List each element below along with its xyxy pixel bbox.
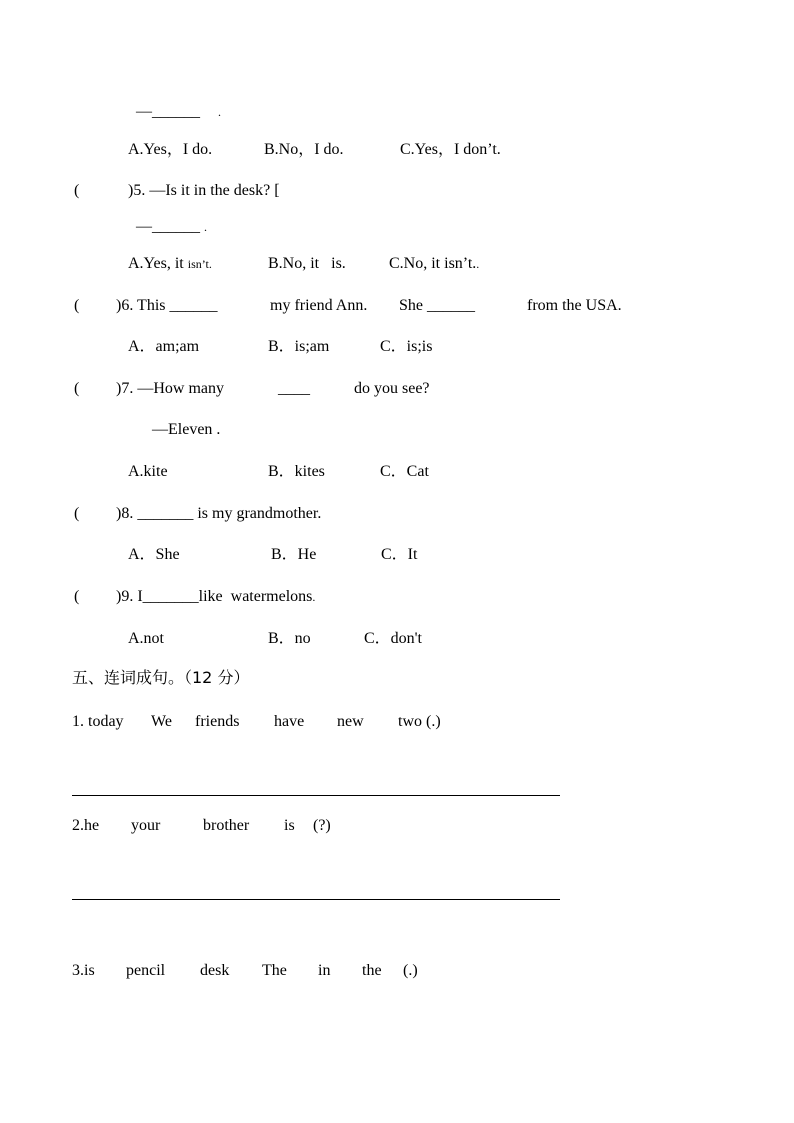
word: (.) xyxy=(403,962,418,979)
q7-question-line xyxy=(116,379,224,399)
q6-option-b-wrap xyxy=(268,337,329,357)
q7-blank: ____ xyxy=(278,380,310,397)
q4-option-a: A.Yes，I do. xyxy=(128,141,213,158)
q5-option-c-trail: . xyxy=(476,257,480,271)
q7-option-c: C．Cat xyxy=(380,463,429,480)
q8-option-b: B．He xyxy=(271,546,317,563)
q4-answer-line xyxy=(136,102,221,122)
q9-question-line xyxy=(116,587,315,607)
q6-option-a-wrap xyxy=(128,337,199,357)
q6-part4-wrap xyxy=(527,296,622,316)
q6-part4: from the USA. xyxy=(527,297,622,314)
q6-part1: This ______ xyxy=(137,297,218,314)
q8-paren-open: ( xyxy=(74,505,80,522)
q7-answer: —Eleven . xyxy=(152,421,221,438)
q6-option-c-wrap xyxy=(380,337,432,357)
word: 1. today xyxy=(72,713,124,730)
q9-trail: . xyxy=(312,590,316,604)
q5-option-b-wrap xyxy=(268,254,346,274)
q9-paren-open: ( xyxy=(74,588,80,605)
q8-text: _______ is my grandmother. xyxy=(137,505,322,522)
q9-option-a-wrap xyxy=(128,629,164,649)
q6-paren-open: ( xyxy=(74,297,80,314)
q7-option-b-wrap xyxy=(268,462,325,482)
word: pencil xyxy=(126,962,166,979)
word: your xyxy=(131,817,161,834)
word: have xyxy=(274,713,305,730)
q6-question-line xyxy=(116,296,218,316)
q5-trail: . xyxy=(204,220,207,234)
word: brother xyxy=(203,817,250,834)
q4-option-c-wrap xyxy=(400,140,501,160)
q5-option-a: A.Yes, it xyxy=(128,255,184,272)
q7-option-c-wrap xyxy=(380,462,429,482)
q9-paren-close: ) xyxy=(116,588,122,605)
q6-option-c: C．is;is xyxy=(380,338,433,355)
q8-option-a-wrap xyxy=(128,545,180,565)
q5-paren-open: ( xyxy=(74,182,80,199)
word: The xyxy=(262,962,287,979)
q9-number: 9. xyxy=(121,588,134,605)
word: the xyxy=(362,962,382,979)
word: new xyxy=(337,713,364,730)
q8-question-line xyxy=(116,504,321,524)
q4-answer-blank: —______ xyxy=(136,103,200,120)
q5-answer-blank: —______ xyxy=(136,218,200,235)
q6-number: 6. xyxy=(121,297,134,314)
q4-option-b: B.No，I do. xyxy=(264,141,344,158)
q8-option-c-wrap xyxy=(381,545,417,565)
q7-part2: do you see? xyxy=(354,380,430,397)
q9-text: I_______like watermelons xyxy=(137,588,313,605)
q5-question: —Is it in the desk? [ xyxy=(149,182,280,199)
q7-paren-close: ) xyxy=(116,380,122,397)
q7-paren-open: ( xyxy=(74,380,80,397)
word: is xyxy=(284,817,295,834)
word: (?) xyxy=(313,817,331,834)
q8-paren-close: ) xyxy=(116,505,122,522)
word: 3.is xyxy=(72,962,95,979)
word: in xyxy=(318,962,331,979)
q8-option-b-wrap xyxy=(271,545,316,565)
word: two (.) xyxy=(398,713,441,730)
q9-option-c-wrap xyxy=(364,629,422,649)
q6-paren-close: ) xyxy=(116,297,122,314)
q7-option-b: B．kites xyxy=(268,463,325,480)
q9-option-b: B．no xyxy=(268,630,311,647)
word: We xyxy=(151,713,172,730)
q5-option-c-wrap xyxy=(389,254,479,274)
q5-option-a-wrap xyxy=(128,254,212,274)
q6-part3-wrap xyxy=(399,296,475,316)
q9-option-a: A.not xyxy=(128,630,164,647)
q8-option-a: A．She xyxy=(128,546,180,563)
q4-option-b-wrap xyxy=(264,140,344,160)
q7-option-a-wrap xyxy=(128,462,168,482)
q4-trail: . xyxy=(218,105,221,119)
q7-answer-wrap xyxy=(152,420,220,440)
word: desk xyxy=(200,962,230,979)
q5-option-b: B.No, it is. xyxy=(268,255,346,272)
q7-option-a: A.kite xyxy=(128,463,168,480)
q7-blank-wrap xyxy=(278,379,310,399)
q4-options xyxy=(128,140,212,160)
word: 2.he xyxy=(72,817,100,834)
q9-option-c: C．don't xyxy=(364,630,423,647)
q5-option-a-small: isn’t. xyxy=(187,257,212,271)
q5-paren-close: ) xyxy=(128,182,134,199)
word: friends xyxy=(195,713,240,730)
q7-part1: —How many xyxy=(137,380,224,397)
q6-part3: She ______ xyxy=(399,297,475,314)
q9-option-b-wrap xyxy=(268,629,311,649)
q8-number: 8. xyxy=(121,505,134,522)
answer-line-2[interactable] xyxy=(72,899,560,900)
q5-number: 5. xyxy=(133,182,146,199)
q4-option-c: C.Yes，I don’t. xyxy=(400,141,501,158)
q5-answer-line xyxy=(136,217,207,237)
q7-part2-wrap xyxy=(354,379,430,399)
q6-option-b: B．is;am xyxy=(268,338,330,355)
q6-part2: my friend Ann. xyxy=(270,297,368,314)
section5-heading: 五、连词成句。（12 分） xyxy=(72,668,250,687)
q5-option-c: C.No, it isn’t. xyxy=(389,255,477,272)
answer-line-1[interactable] xyxy=(72,795,560,796)
q6-part2-wrap xyxy=(270,296,367,316)
q7-number: 7. xyxy=(121,380,134,397)
q5-question-line xyxy=(128,181,280,201)
q6-option-a: A．am;am xyxy=(128,338,200,355)
q8-option-c: C．It xyxy=(381,546,418,563)
